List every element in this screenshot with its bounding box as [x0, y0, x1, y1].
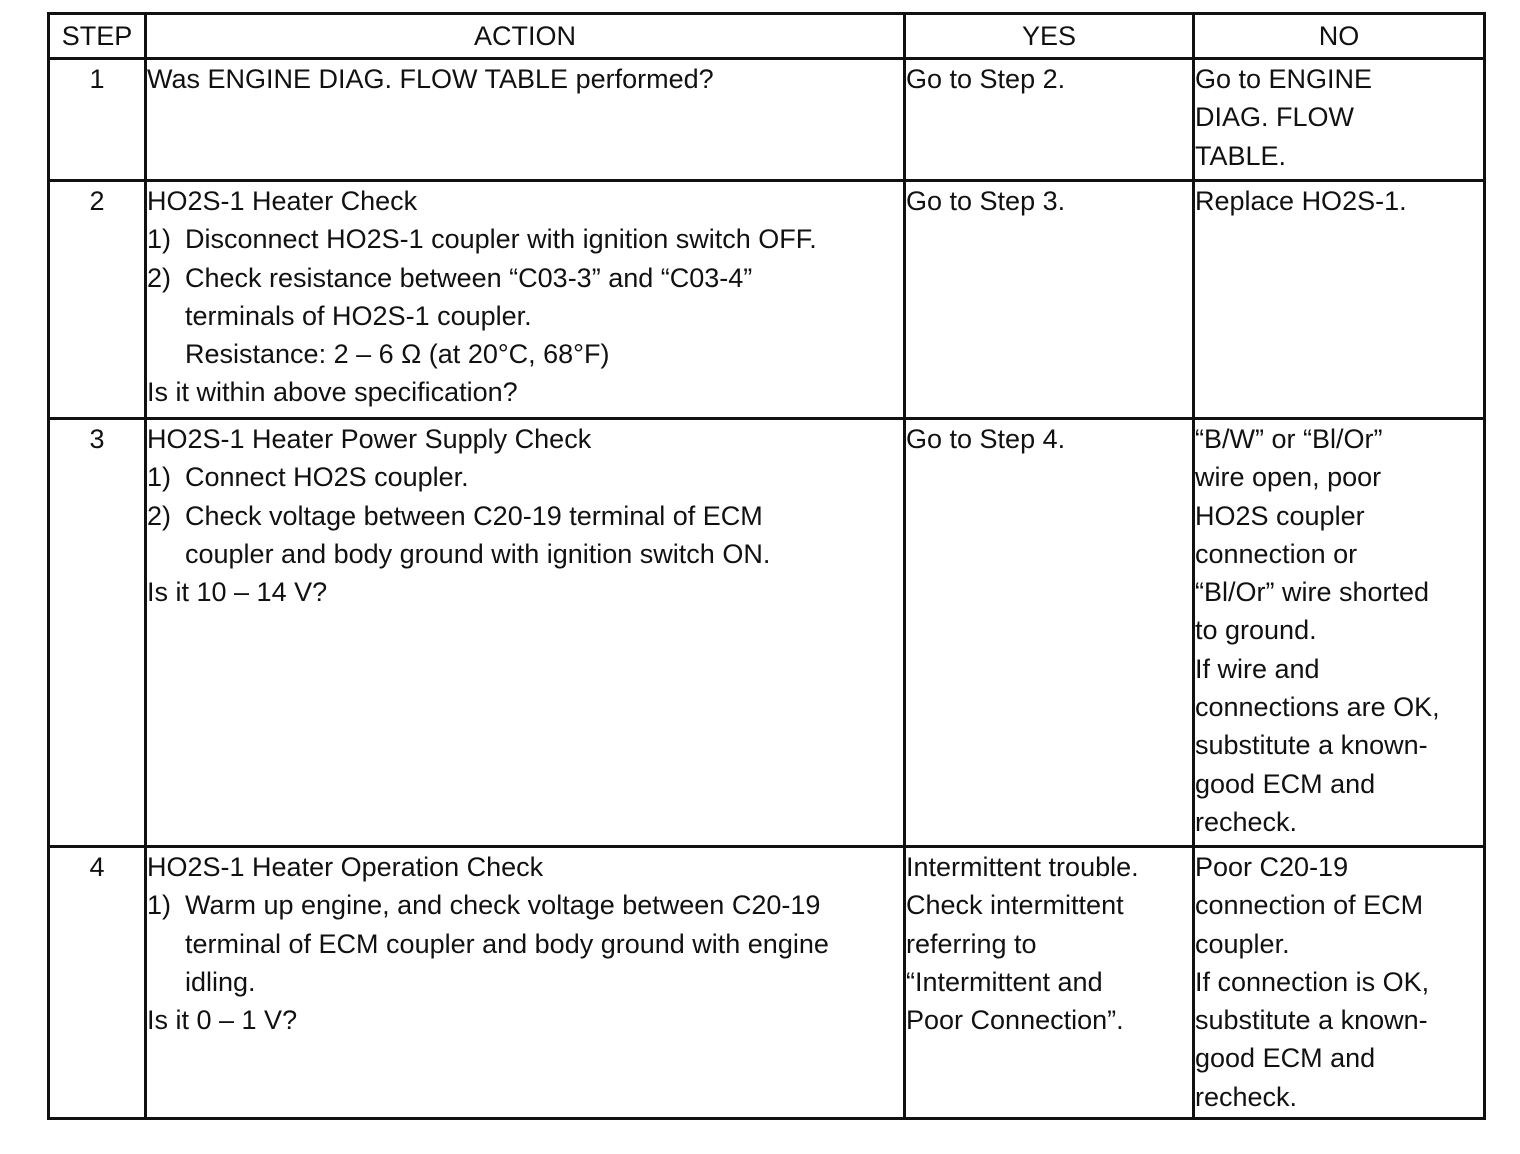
action-question: Is it 10 – 14 V?: [147, 577, 328, 608]
yes-text: Go to Step 2.: [906, 64, 1066, 94]
no-cell: [1194, 419, 1485, 847]
action-item: [147, 220, 903, 258]
table-row: [49, 847, 1485, 1119]
action-cell: [146, 181, 905, 419]
action-question: Is it 0 – 1 V?: [147, 1005, 298, 1036]
no-cell: [1194, 181, 1485, 419]
no-cell: [1194, 59, 1485, 181]
action-item: [147, 886, 903, 924]
table-row: [49, 181, 1485, 419]
step-number: 2: [49, 181, 146, 419]
no-text: connections are OK,: [1195, 692, 1440, 723]
no-text: recheck.: [1195, 1081, 1298, 1112]
item-continuation: coupler and body ground with ignition switch ON.: [185, 538, 771, 569]
no-cell: [1194, 847, 1485, 1119]
diagnostic-table: [47, 12, 1486, 1120]
item-text: Warm up engine, and check voltage between C20-19: [185, 890, 821, 921]
no-text: Poor C20-19: [1195, 852, 1349, 882]
action-item: [147, 259, 903, 297]
header-yes: YES: [905, 14, 1194, 59]
no-text: recheck.: [1195, 806, 1298, 837]
no-text: substitute a known-: [1195, 730, 1428, 761]
no-text: good ECM and: [1195, 1043, 1376, 1074]
item-text: Check voltage between C20-19 terminal of ECM: [185, 500, 763, 531]
yes-text: Intermittent trouble.: [906, 852, 1139, 882]
action-title: HO2S-1 Heater Operation Check: [147, 852, 544, 882]
header-no: NO: [1194, 14, 1485, 59]
item-number: 1): [147, 890, 172, 921]
yes-cell: [905, 419, 1194, 847]
item-number: 1): [147, 224, 172, 255]
action-cell: [146, 847, 905, 1119]
no-text: substitute a known-: [1195, 1005, 1428, 1036]
yes-text: “Intermittent and: [906, 966, 1103, 997]
yes-text: Poor Connection”.: [906, 1005, 1124, 1036]
no-text: good ECM and: [1195, 768, 1376, 799]
item-text: Connect HO2S coupler.: [185, 462, 469, 493]
item-number: 2): [147, 500, 172, 531]
no-text: coupler.: [1195, 928, 1290, 959]
yes-cell: [905, 847, 1194, 1119]
yes-cell: [905, 59, 1194, 181]
no-text: HO2S coupler: [1195, 500, 1365, 531]
header-step: STEP: [49, 14, 146, 59]
action-title: HO2S-1 Heater Check: [147, 186, 418, 216]
no-text: If connection is OK,: [1195, 966, 1430, 997]
action-question: Is it within above specification?: [147, 377, 518, 408]
no-text: DIAG. FLOW: [1195, 102, 1355, 133]
no-text: Go to ENGINE: [1195, 64, 1373, 94]
no-text: TABLE.: [1195, 140, 1287, 171]
yes-text: Check intermittent: [906, 890, 1124, 921]
yes-text: Go to Step 3.: [906, 186, 1066, 216]
action-cell: [146, 419, 905, 847]
item-text: Check resistance between “C03-3” and “C03-4”: [185, 262, 753, 293]
no-text: connection or: [1195, 538, 1358, 569]
item-continuation: idling.: [185, 966, 256, 997]
item-number: 2): [147, 262, 172, 293]
no-text: connection of ECM: [1195, 890, 1424, 921]
item-continuation: terminal of ECM coupler and body ground with engine: [185, 928, 829, 959]
yes-text: referring to: [906, 928, 1037, 959]
table-row: [49, 59, 1485, 181]
header-action: ACTION: [146, 14, 905, 59]
item-text: Disconnect HO2S-1 coupler with ignition switch OFF.: [185, 224, 817, 255]
item-continuation: Resistance: 2 – 6 Ω (at 20°C, 68°F): [185, 339, 610, 370]
table-row: [49, 419, 1485, 847]
action-title: Was ENGINE DIAG. FLOW TABLE performed?: [147, 64, 714, 94]
yes-text: Go to Step 4.: [906, 424, 1066, 454]
action-cell: [146, 59, 905, 181]
table-header-row: [49, 14, 1485, 59]
no-text: “B/W” or “Bl/Or”: [1195, 424, 1383, 454]
yes-cell: [905, 181, 1194, 419]
item-number: 1): [147, 462, 172, 493]
step-number: 3: [49, 419, 146, 847]
no-text: “Bl/Or” wire shorted: [1195, 577, 1430, 608]
no-text: If wire and: [1195, 653, 1320, 684]
no-text: wire open, poor: [1195, 462, 1382, 493]
step-number: 1: [49, 59, 146, 181]
no-text: Replace HO2S-1.: [1195, 186, 1407, 216]
action-item: [147, 458, 903, 496]
item-continuation: terminals of HO2S-1 coupler.: [185, 300, 532, 331]
action-item: [147, 497, 903, 535]
no-text: to ground.: [1195, 615, 1317, 646]
action-title: HO2S-1 Heater Power Supply Check: [147, 424, 592, 454]
step-number: 4: [49, 847, 146, 1119]
